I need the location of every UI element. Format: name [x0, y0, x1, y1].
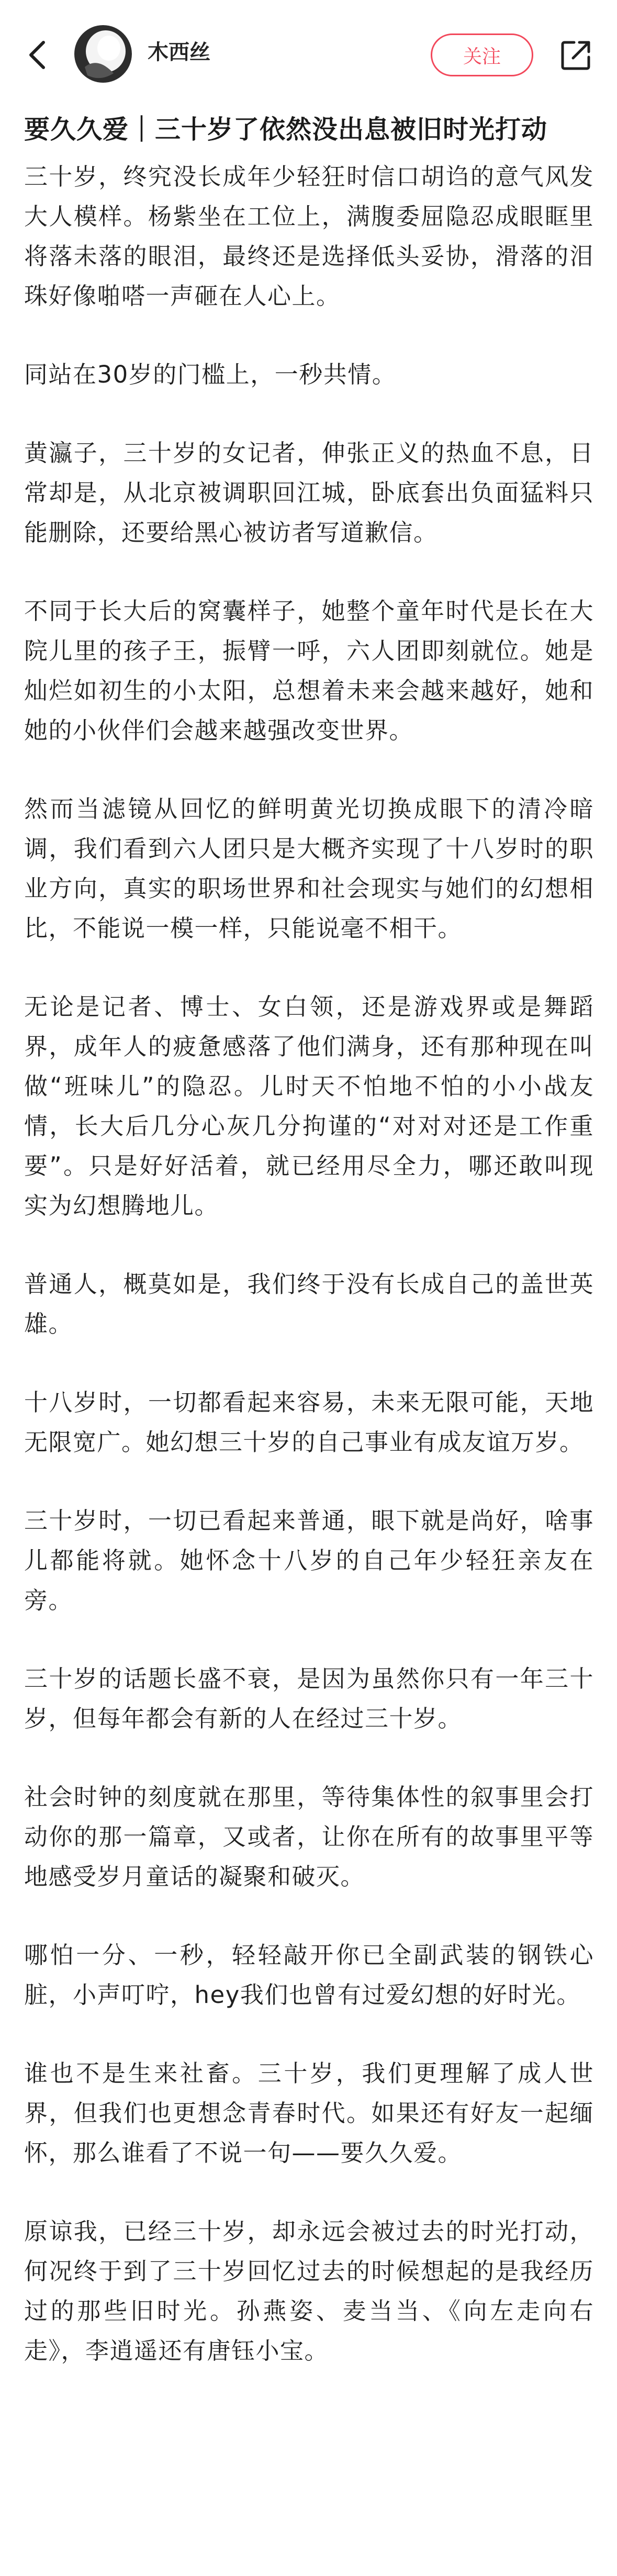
avatar[interactable] [74, 25, 132, 83]
chevron-left-icon [28, 40, 46, 70]
article-paragraph: 黄瀛子，三十岁的女记者，伸张正义的热血不息，日常却是，从北京被调职回江城，卧底套出负面猛料只能删除，还要给黑心被访者写道歉信。 [24, 439, 594, 546]
article-paragraph: 三十岁，终究没长成年少轻狂时信口胡诌的意气风发大人模样。杨紫坐在工位上，满腹委屈隐忍成眼眶里将落未落的眼泪，最终还是选择低头妥协，滑落的泪珠好像啪嗒一声砸在人心上。 [24, 163, 594, 310]
avatar-image [74, 25, 132, 83]
article-paragraph: 三十岁时，一切已看起来普通，眼下就是尚好，啥事儿都能将就。她怀念十八岁的自己年少轻狂亲友在旁。 [24, 1507, 594, 1614]
article-paragraph: 三十岁的话题长盛不衰，是因为虽然你只有一年三十岁，但每年都会有新的人在经过三十岁。 [24, 1665, 594, 1732]
article-title: 要久久爱｜三十岁了依然没出息被旧时光打动 [24, 115, 548, 144]
author-name[interactable]: 木西丝 [148, 40, 210, 64]
article-paragraph: 十八岁时，一切都看起来容易，未来无限可能，天地无限宽广。她幻想三十岁的自己事业有成友谊万岁。 [24, 1388, 594, 1456]
article-paragraph: 原谅我，已经三十岁，却永远会被过去的时光打动，何况终于到了三十岁回忆过去的时候想起的是我经历过的那些旧时光。孙燕姿、麦当当、《向左走向右走》，李逍遥还有唐钰小宝。 [24, 2217, 594, 2365]
share-button[interactable] [555, 35, 597, 76]
top-bar [0, 0, 617, 110]
share-icon [558, 38, 593, 73]
article-paragraph: 不同于长大后的窝囊样子，她整个童年时代是长在大院儿里的孩子王，振臂一呼，六人团即刻就位。她是灿烂如初生的小太阳，总想着未来会越来越好，她和她的小伙伴们会越来越强改变世界。 [24, 597, 594, 744]
article-body [0, 157, 617, 2371]
article-paragraph: 然而当滤镜从回忆的鲜明黄光切换成眼下的清冷暗调，我们看到六人团只是大概齐实现了十八岁时的职业方向，真实的职场世界和社会现实与她们的幻想相比，不能说一模一样，只能说毫不相干。 [24, 795, 594, 942]
article-paragraph: 社会时钟的刻度就在那里，等待集体性的叙事里会打动你的那一篇章，又或者，让你在所有的故事里平等地感受岁月童话的凝聚和破灭。 [24, 1783, 594, 1890]
back-button[interactable] [21, 37, 52, 73]
article-paragraph: 普通人，概莫如是，我们终于没有长成自己的盖世英雄。 [24, 1270, 594, 1338]
follow-button[interactable]: 关注 [431, 33, 533, 76]
article-paragraph: 同站在30岁的门槛上，一秒共情。 [24, 361, 397, 388]
article-paragraph: 无论是记者、博士、女白领，还是游戏界或是舞蹈界，成年人的疲惫感落了他们满身，还有那种现在叫做“班味儿”的隐忍。儿时天不怕地不怕的小小战友情，长大后几分心灰几分拘谨的“对对对还是工作重要”。只是好好活着，就已经用尽全力，哪还敢叫现实为幻想腾地儿。 [24, 993, 594, 1219]
article-paragraph: 谁也不是生来社畜。三十岁，我们更理解了成人世界，但我们也更想念青春时代。如果还有好友一起缅怀，那么谁看了不说一句——要久久爱。 [24, 2059, 594, 2167]
article-paragraph: 哪怕一分、一秒，轻轻敲开你已全副武装的钢铁心脏，小声叮咛，hey我们也曾有过爱幻想的好时光。 [24, 1941, 594, 2009]
